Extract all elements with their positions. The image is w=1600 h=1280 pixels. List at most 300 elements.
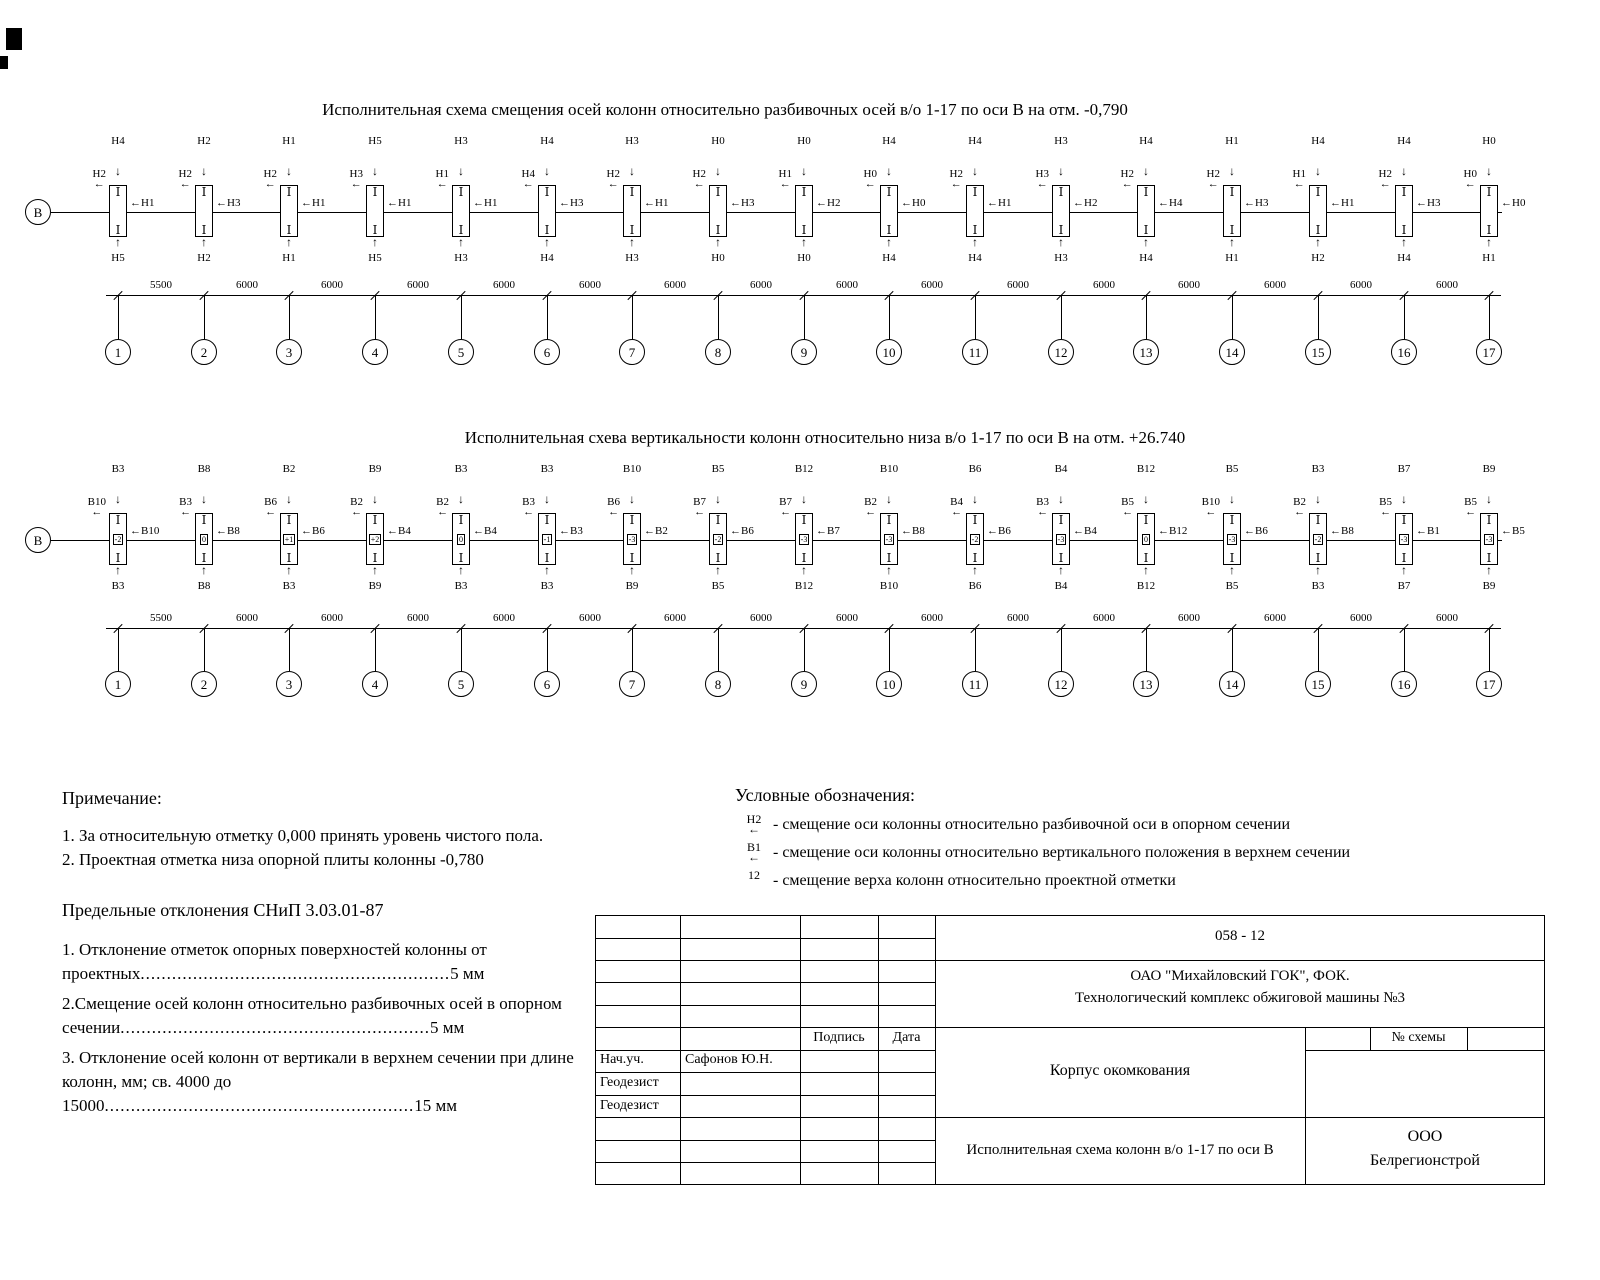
spacing-value: 6000: [1436, 279, 1458, 291]
grid-number-circle: 12: [1048, 671, 1074, 697]
column-right-label: ←В7: [816, 525, 840, 537]
down-arrow-icon: ↓: [715, 492, 721, 506]
left-arrow-icon: ←: [216, 525, 227, 537]
up-arrow-icon: ↑: [801, 235, 807, 249]
up-arrow-icon: ↑: [372, 563, 378, 577]
down-arrow-icon: ↓: [1058, 164, 1064, 178]
column-right-label: ←Н2: [1073, 197, 1098, 209]
left-arrow-icon: ←: [901, 197, 912, 209]
left-arrow-icon: ←: [216, 197, 227, 209]
grid-number-circle: 11: [962, 671, 988, 697]
column-left-label: В5 ←: [1379, 496, 1392, 518]
left-arrow-icon: ←: [987, 197, 998, 209]
down-arrow-icon: ↓: [1229, 492, 1235, 506]
column-section-symbol: [109, 513, 127, 565]
column-left-label: Н2 ←: [263, 168, 277, 190]
column-top-label: Н4: [540, 135, 554, 147]
column-bottom-label: Н4: [540, 252, 554, 264]
spacing-value: 6000: [836, 279, 858, 291]
ibeam-icon: I: [801, 551, 807, 565]
column-left-label: Н4 ←: [521, 168, 535, 190]
company-name-line2: Белрегионстрой: [1370, 1152, 1480, 1169]
column-section-symbol: [795, 513, 813, 565]
ibeam-icon: I: [372, 513, 378, 527]
legend-text: - смещение верха колонн относительно проектной отметки: [773, 872, 1176, 889]
left-arrow-icon: ←: [436, 178, 448, 190]
column-right-label: ←Н1: [987, 197, 1012, 209]
left-arrow-icon: ←: [1464, 178, 1476, 190]
column-top-label: Н4: [1397, 135, 1411, 147]
grid-number-circle: 17: [1476, 671, 1502, 697]
grid-extension-line: [118, 628, 119, 671]
stamp-line: [595, 960, 1545, 961]
stamp-line: [1305, 1050, 1545, 1051]
column-left-label: Н2 ←: [606, 168, 620, 190]
grid-number-circle: 8: [705, 671, 731, 697]
column-right-label: ←В5: [1501, 525, 1525, 537]
column-top-label: В10: [879, 463, 899, 475]
up-arrow-icon: ↑: [715, 235, 721, 249]
grid-number-circle: 8: [705, 339, 731, 365]
spacing-value: 6000: [1178, 612, 1200, 624]
left-arrow-icon: ←: [1380, 506, 1392, 518]
column-top-label: В12: [794, 463, 814, 475]
tolerance-item: [62, 938, 592, 986]
ibeam-icon: I: [1401, 185, 1407, 199]
up-arrow-icon: ↑: [286, 563, 292, 577]
column-top-label: Н0: [797, 135, 811, 147]
column-section-symbol: [1395, 513, 1413, 565]
column-top-label: В10: [622, 463, 642, 475]
left-arrow-icon: ←: [1501, 197, 1512, 209]
grid-extension-line: [1489, 628, 1490, 671]
column-bottom-label: В10: [879, 580, 899, 592]
ibeam-icon: I: [544, 223, 550, 237]
grid-extension-line: [1232, 628, 1233, 671]
ibeam-icon: I: [1058, 185, 1064, 199]
column-left-label: В10 ←: [87, 496, 106, 518]
column-bottom-label: Н5: [368, 252, 382, 264]
column-section-symbol: [1309, 513, 1327, 565]
ibeam-icon: I: [544, 513, 550, 527]
grid-number-circle: 1: [105, 339, 131, 365]
tolerance-value: 5 мм: [430, 1018, 465, 1037]
column-left-label: В6 ←: [607, 496, 620, 518]
doc-number: 058 - 12: [1215, 928, 1265, 944]
column-top-label: В3: [1311, 463, 1325, 475]
column-bottom-label: В9: [625, 580, 639, 592]
column-left-label: В4 ←: [950, 496, 963, 518]
up-arrow-icon: ↑: [1401, 563, 1407, 577]
column-left-label: Н1 ←: [435, 168, 449, 190]
column-bottom-label: Н1: [282, 252, 296, 264]
column-right-label: ←Н0: [901, 197, 926, 209]
column-top-label: В3: [111, 463, 125, 475]
ibeam-icon: I: [886, 513, 892, 527]
column-top-offset-value: +1: [284, 534, 294, 544]
column-right-label: ←Н3: [559, 197, 584, 209]
grid-number-circle: 15: [1305, 671, 1331, 697]
column-top-label: Н3: [1054, 135, 1068, 147]
ibeam-icon: I: [544, 185, 550, 199]
column-unit-15: [1276, 463, 1360, 617]
left-arrow-icon: ←: [779, 178, 791, 190]
ibeam-icon: I: [458, 551, 464, 565]
up-arrow-icon: ↑: [1143, 563, 1149, 577]
column-unit-14: [1190, 463, 1274, 617]
left-arrow-icon: ←: [1330, 197, 1341, 209]
column-bottom-label: Н3: [454, 252, 468, 264]
down-arrow-icon: ↓: [372, 492, 378, 506]
spacing-value: 5500: [150, 612, 172, 624]
left-arrow-icon: ←: [180, 506, 192, 518]
column-bottom-label: В3: [454, 580, 468, 592]
grid-number-circle: 4: [362, 671, 388, 697]
ibeam-icon: I: [1058, 513, 1064, 527]
up-arrow-icon: ↑: [1229, 235, 1235, 249]
legend-item: [735, 814, 1535, 836]
legend-text: - смещение оси колонны относительно разбивочной оси в опорном сечении: [773, 816, 1291, 833]
left-arrow-icon: ←: [901, 525, 912, 537]
left-arrow-icon: ←: [1294, 506, 1306, 518]
column-right-label: ←Н3: [1416, 197, 1441, 209]
column-bottom-label: В6: [968, 580, 982, 592]
column-section-symbol: [1137, 513, 1155, 565]
column-left-label: Н2 ←: [692, 168, 706, 190]
date-column-header: Дата: [892, 1030, 921, 1045]
left-arrow-icon: ←: [387, 525, 398, 537]
left-arrow-icon: ←: [1330, 525, 1341, 537]
grid-number-circle: 13: [1133, 339, 1159, 365]
ibeam-icon: I: [115, 223, 121, 237]
tolerance-text: 3. Отклонение осей колонн от вертикали в верхнем сечении при длине колонн, мм; св. 4000 до 15000: [62, 1048, 574, 1115]
tolerance-heading: Предельные отклонения СНиП 3.03.01-87: [62, 900, 384, 920]
left-arrow-icon: ←: [1205, 506, 1217, 518]
column-right-label: ←В6: [1244, 525, 1268, 537]
down-arrow-icon: ↓: [886, 492, 892, 506]
grid-extension-line: [1061, 628, 1062, 671]
ibeam-icon: I: [629, 513, 635, 527]
column-top-label: В5: [711, 463, 725, 475]
column-bottom-label: В7: [1397, 580, 1411, 592]
column-unit-6: [505, 463, 589, 617]
ibeam-icon: I: [1229, 513, 1235, 527]
column-unit-2: [162, 463, 246, 617]
column-top-offset-value: -3: [1400, 534, 1408, 544]
column-left-label: В2 ←: [864, 496, 877, 518]
grid-extension-line: [289, 628, 290, 671]
left-arrow-icon: ←: [780, 506, 792, 518]
role-cell: Геодезист: [600, 1098, 659, 1113]
column-bottom-label: В5: [1225, 580, 1239, 592]
ibeam-icon: I: [1143, 513, 1149, 527]
up-arrow-icon: ↑: [629, 563, 635, 577]
spacing-value: 6000: [664, 279, 686, 291]
note-item: 2. Проектная отметка низа опорной плиты колонны -0,780: [62, 850, 484, 869]
left-arrow-icon: ←: [1293, 178, 1305, 190]
left-arrow-icon: ←: [1121, 178, 1133, 190]
column-top-offset-value: +2: [370, 534, 380, 544]
column-left-label: Н0 ←: [863, 168, 877, 190]
ibeam-icon: I: [1143, 551, 1149, 565]
column-section-symbol: [966, 513, 984, 565]
ibeam-icon: I: [1401, 223, 1407, 237]
up-arrow-icon: ↑: [972, 563, 978, 577]
axis-letter-circle: В: [25, 527, 51, 553]
down-arrow-icon: ↓: [1143, 164, 1149, 178]
column-bottom-label: В3: [540, 580, 554, 592]
ibeam-icon: I: [458, 513, 464, 527]
column-bottom-label: Н4: [1139, 252, 1153, 264]
left-arrow-icon: ←: [950, 178, 962, 190]
grid-number-circle: 17: [1476, 339, 1502, 365]
up-arrow-icon: ↑: [886, 235, 892, 249]
grid-extension-line: [375, 628, 376, 671]
column-top-label: В9: [368, 463, 382, 475]
column-left-label: В2 ←: [1293, 496, 1306, 518]
down-arrow-icon: ↓: [1229, 164, 1235, 178]
spacing-value: 5500: [150, 279, 172, 291]
up-arrow-icon: ↑: [201, 235, 207, 249]
column-right-label: ←В8: [901, 525, 925, 537]
spacing-value: 6000: [1007, 279, 1029, 291]
down-arrow-icon: ↓: [201, 492, 207, 506]
left-arrow-icon: ←: [91, 506, 103, 518]
role-cell: Геодезист: [600, 1075, 659, 1090]
grid-number-circle: 5: [448, 339, 474, 365]
column-top-label: Н4: [1311, 135, 1325, 147]
down-arrow-icon: ↓: [1315, 164, 1321, 178]
left-arrow-icon: ←: [1207, 178, 1219, 190]
grid-number-circle: 6: [534, 671, 560, 697]
stamp-line: [595, 1140, 935, 1141]
column-right-label: ←Н1: [473, 197, 498, 209]
grid-number-circle: 3: [276, 339, 302, 365]
ibeam-icon: I: [1486, 223, 1492, 237]
grid-number-circle: 13: [1133, 671, 1159, 697]
up-arrow-icon: ↑: [458, 235, 464, 249]
ibeam-icon: I: [201, 185, 207, 199]
left-arrow-icon: ←: [93, 178, 105, 190]
column-right-label: ←В1: [1416, 525, 1440, 537]
column-left-label: В2 ←: [436, 496, 449, 518]
column-left-label: Н2 ←: [92, 168, 106, 190]
down-arrow-icon: ↓: [972, 164, 978, 178]
spacing-value: 6000: [407, 612, 429, 624]
left-arrow-icon: ←: [951, 506, 963, 518]
column-section-symbol: [538, 513, 556, 565]
spacing-value: 6000: [1093, 279, 1115, 291]
down-arrow-icon: ↓: [1401, 492, 1407, 506]
column-right-label: ←Н3: [730, 197, 755, 209]
ibeam-icon: I: [886, 551, 892, 565]
column-left-label: Н2 ←: [1378, 168, 1392, 190]
column-right-label: ←Н1: [1330, 197, 1355, 209]
grid-number-circle: 16: [1391, 339, 1417, 365]
grid-number-circle: 9: [791, 339, 817, 365]
grid-number-circle: 6: [534, 339, 560, 365]
left-arrow-icon: ←: [693, 178, 705, 190]
grid-extension-line: [1404, 628, 1405, 671]
column-unit-7: [590, 463, 674, 617]
column-bottom-label: В3: [1311, 580, 1325, 592]
grid-number-circle: 15: [1305, 339, 1331, 365]
left-arrow-icon: ←: [1416, 197, 1427, 209]
column-top-label: В9: [1482, 463, 1496, 475]
up-arrow-icon: ↑: [1315, 563, 1321, 577]
legend-item: [735, 870, 1535, 892]
spacing-value: 6000: [1093, 612, 1115, 624]
down-arrow-icon: ↓: [801, 492, 807, 506]
column-top-label: В8: [197, 463, 211, 475]
down-arrow-icon: ↓: [801, 164, 807, 178]
dotted-leader: [105, 1096, 415, 1115]
stamp-line: [595, 1162, 935, 1163]
dotted-leader: [140, 964, 450, 983]
note-item: 1. За относительную отметку 0,000 принять уровень чистого пола.: [62, 826, 544, 845]
left-arrow-icon: ←: [437, 506, 449, 518]
column-bottom-label: Н3: [1054, 252, 1068, 264]
ibeam-icon: I: [972, 223, 978, 237]
ibeam-icon: I: [201, 551, 207, 565]
grid-extension-line: [1146, 628, 1147, 671]
signature-column-header: Подпись: [813, 1030, 865, 1045]
left-arrow-icon: ←: [351, 506, 363, 518]
column-top-label: В2: [282, 463, 296, 475]
left-arrow-icon: ←: [608, 506, 620, 518]
down-arrow-icon: ↓: [629, 492, 635, 506]
spacing-value: 6000: [579, 279, 601, 291]
left-arrow-icon: ←: [559, 525, 570, 537]
down-arrow-icon: ↓: [115, 164, 121, 178]
column-top-offset-value: -3: [1485, 534, 1493, 544]
grid-extension-line: [1318, 628, 1319, 671]
spacing-value: 6000: [236, 279, 258, 291]
column-unit-11: [933, 463, 1017, 617]
ibeam-icon: I: [115, 513, 121, 527]
column-bottom-label: Н4: [1397, 252, 1411, 264]
column-unit-13: [1104, 463, 1188, 617]
legend-block: [735, 784, 1535, 898]
column-top-label: Н3: [454, 135, 468, 147]
ibeam-icon: I: [629, 551, 635, 565]
column-right-label: ←В8: [216, 525, 240, 537]
column-left-label: В3 ←: [179, 496, 192, 518]
column-bottom-label: В9: [1482, 580, 1496, 592]
column-bottom-label: Н4: [882, 252, 896, 264]
column-right-label: ←Н3: [1244, 197, 1269, 209]
column-bottom-label: Н5: [111, 252, 125, 264]
column-right-label: ←В6: [301, 525, 325, 537]
left-arrow-icon: ←: [730, 525, 741, 537]
left-arrow-icon: ←: [644, 525, 655, 537]
up-arrow-icon: ↑: [201, 563, 207, 577]
legend-item: [735, 842, 1535, 864]
ibeam-icon: I: [1229, 551, 1235, 565]
column-top-label: Н4: [1139, 135, 1153, 147]
tolerance-text: 2.Смещение осей колонн относительно разбивочных осей в опорном сечении: [62, 994, 562, 1037]
down-arrow-icon: ↓: [715, 164, 721, 178]
left-arrow-icon: ←: [1244, 197, 1255, 209]
up-arrow-icon: ↑: [1486, 563, 1492, 577]
spacing-value: 6000: [836, 612, 858, 624]
column-section-symbol: [280, 513, 298, 565]
column-right-label: ←В12: [1158, 525, 1188, 537]
ibeam-icon: I: [715, 223, 721, 237]
scheme-number-label: № схемы: [1391, 1030, 1446, 1045]
up-arrow-icon: ↑: [1143, 235, 1149, 249]
ibeam-icon: I: [1315, 223, 1321, 237]
down-arrow-icon: ↓: [1401, 164, 1407, 178]
left-arrow-icon: ←: [1379, 178, 1391, 190]
column-right-label: ←В4: [387, 525, 411, 537]
column-top-label: Н2: [197, 135, 211, 147]
left-arrow-icon: ←: [1416, 525, 1427, 537]
ibeam-icon: I: [1143, 185, 1149, 199]
up-arrow-icon: ↑: [1058, 563, 1064, 577]
left-arrow-icon: ←: [523, 506, 535, 518]
scheme1-title: Исполнительная схема смещения осей колонн относительно разбивочных осей в/о 1-17 по оси В на отм. -0,790: [322, 100, 1128, 119]
up-arrow-icon: ↑: [715, 563, 721, 577]
spacing-value: 6000: [1178, 279, 1200, 291]
spacing-value: 6000: [1350, 612, 1372, 624]
column-unit-3: [247, 463, 331, 617]
column-top-offset-value: 0: [1144, 534, 1148, 544]
column-bottom-label: Н1: [1225, 252, 1239, 264]
stamp-line: [595, 938, 935, 939]
column-left-label: В5 ←: [1464, 496, 1477, 518]
column-unit-5: [419, 463, 503, 617]
left-arrow-icon: ←: [816, 197, 827, 209]
column-top-offset-value: -3: [800, 534, 808, 544]
column-top-offset-value: -2: [1314, 534, 1322, 544]
spacing-value: 6000: [1264, 612, 1286, 624]
spacing-value: 6000: [1007, 612, 1029, 624]
left-arrow-icon: ←: [1244, 525, 1255, 537]
object-name: Корпус окомкования: [1049, 1062, 1191, 1079]
column-right-label: ←Н1: [644, 197, 669, 209]
ibeam-icon: I: [1401, 551, 1407, 565]
spacing-value: 6000: [750, 612, 772, 624]
ibeam-icon: I: [1401, 513, 1407, 527]
column-right-label: ←В10: [130, 525, 160, 537]
up-arrow-icon: ↑: [1315, 235, 1321, 249]
down-arrow-icon: ↓: [458, 492, 464, 506]
column-section-symbol: [1480, 513, 1498, 565]
down-arrow-icon: ↓: [1058, 492, 1064, 506]
scheme2-title: Исполнительная схева вертикальности колонн относительно низа в/о 1-17 по оси В на отм. +26.740: [464, 428, 1186, 447]
column-right-label: ←В4: [473, 525, 497, 537]
up-arrow-icon: ↑: [629, 235, 635, 249]
org-name-line2: Технологический комплекс обжиговой машины №3: [1074, 990, 1406, 1006]
spacing-value: 6000: [493, 279, 515, 291]
column-bottom-label: Н2: [197, 252, 211, 264]
column-unit-17: [1447, 463, 1531, 617]
left-arrow-icon: ←: [387, 197, 398, 209]
ibeam-icon: I: [1315, 513, 1321, 527]
column-top-label: Н4: [968, 135, 982, 147]
column-left-label: В7 ←: [779, 496, 792, 518]
ibeam-icon: I: [372, 223, 378, 237]
grid-extension-line: [889, 628, 890, 671]
column-left-label: В7 ←: [693, 496, 706, 518]
spacing-value: 6000: [493, 612, 515, 624]
column-right-label: ←Н1: [387, 197, 412, 209]
left-arrow-icon: ←: [644, 197, 655, 209]
ibeam-icon: I: [801, 223, 807, 237]
down-arrow-icon: ↓: [115, 492, 121, 506]
column-top-label: Н1: [1225, 135, 1239, 147]
